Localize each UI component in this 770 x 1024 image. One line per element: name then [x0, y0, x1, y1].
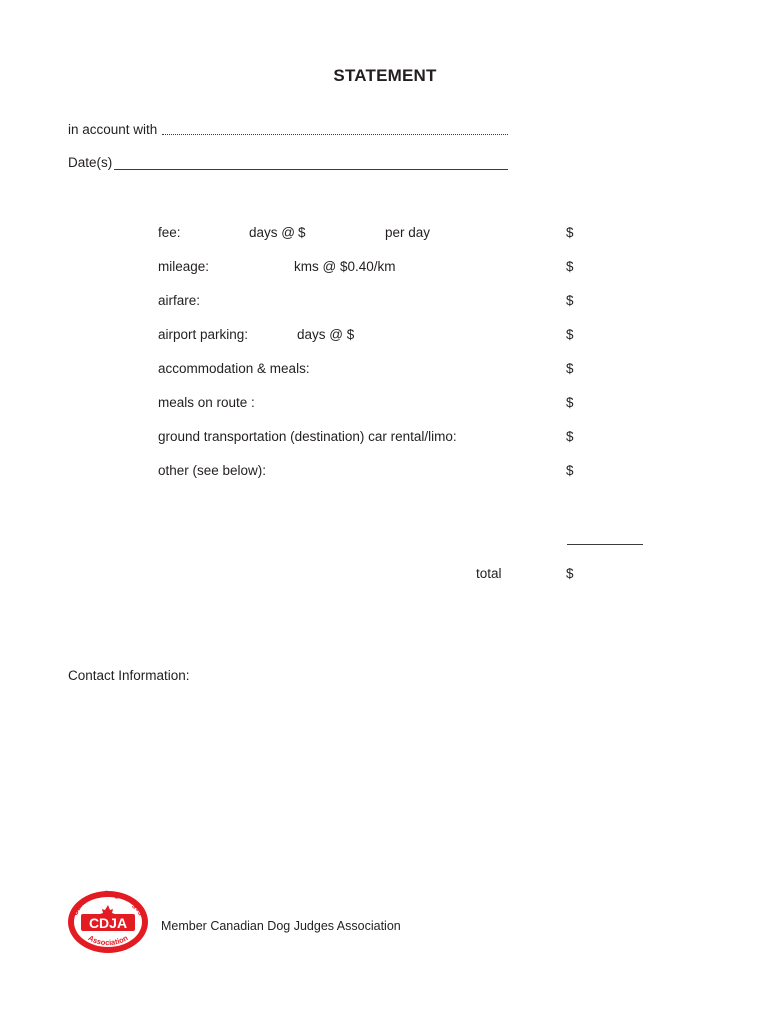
airfare-label: airfare: [158, 293, 201, 308]
fee-per-day: per day [385, 225, 431, 240]
member-text: Member Canadian Dog Judges Association [161, 919, 401, 933]
account-field[interactable] [162, 134, 508, 135]
other-amount-currency: $ [566, 463, 574, 478]
meals-on-route-label: meals on route : [158, 395, 255, 410]
document-title: STATEMENT [333, 66, 437, 85]
airport-parking-days-at: days @ $ [297, 327, 355, 342]
logo-arc-bottom: Association [86, 933, 130, 948]
ground-transport-amount-currency: $ [566, 429, 574, 444]
logo-arc-top: Canadian Dog Judges [70, 889, 146, 917]
fee-label: fee: [158, 225, 181, 240]
meals-on-route-amount-currency: $ [566, 395, 574, 410]
fee-days-at: days @ [249, 225, 295, 240]
fee-amount-currency: $ [566, 225, 574, 240]
accommodation-amount-currency: $ [566, 361, 574, 376]
airfare-amount-currency: $ [566, 293, 574, 308]
mileage-rate: kms @ $0.40/km [294, 259, 396, 274]
contact-info-label: Contact Information: [68, 668, 190, 683]
accommodation-label: accommodation & meals: [158, 361, 310, 376]
ground-transport-label: ground transportation (destination) car rental/limo: [158, 429, 457, 444]
cdja-logo [66, 889, 150, 960]
airport-parking-amount-currency: $ [566, 327, 574, 342]
account-label: in account with [68, 122, 158, 137]
dates-field[interactable] [114, 169, 508, 170]
other-label: other (see below): [158, 463, 267, 478]
total-label: total [476, 566, 502, 581]
dates-label: Date(s) [68, 155, 113, 170]
total-currency: $ [566, 566, 574, 581]
mileage-label: mileage: [158, 259, 210, 274]
airport-parking-label: airport parking: [158, 327, 249, 342]
mileage-amount-currency: $ [566, 259, 574, 274]
fee-rate-currency: $ [298, 225, 306, 240]
logo-abbreviation: CDJA [88, 915, 128, 931]
subtotal-rule [567, 544, 643, 545]
